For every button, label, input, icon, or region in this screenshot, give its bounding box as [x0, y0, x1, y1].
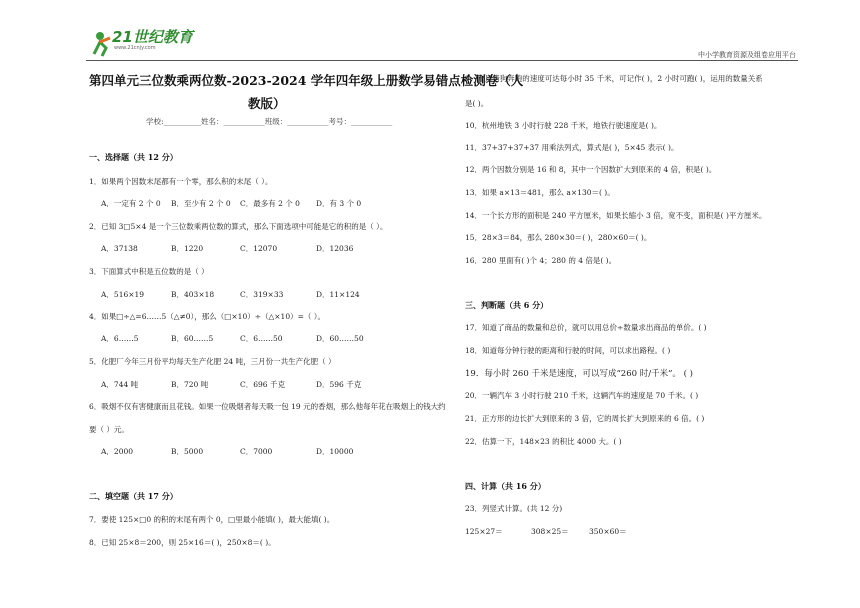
question-15: 15．28×3＝84，那么 280×30＝( )，280×60＝( )。 — [465, 233, 652, 242]
header-right-text: 中小学教育资源及组卷应用平台 — [698, 51, 796, 59]
q2-option-d: D．12036 — [316, 244, 354, 253]
q2-option-a: A．37138 — [101, 244, 138, 253]
logo-url: www.21cnjy.com — [114, 45, 156, 51]
question-2: 2．已知 3□5×4 是一个三位数乘两位数的算式，那么下面选项中可能是它的积的是（ ）。 — [89, 222, 388, 231]
question-20: 20．一辆汽车 3 小时行驶 210 千米，这辆汽车的速度是 70 千米。( ) — [465, 391, 699, 400]
question-11: 11．37+37+37+37 用乘法列式，算式是( )，5×45 表示( )。 — [465, 143, 679, 152]
q4-option-a: A．6……5 — [101, 334, 139, 343]
page-title-line2: 教版） — [248, 96, 286, 111]
question-16: 16．280 里面有( )个 4；280 的 4 倍是( )。 — [465, 256, 617, 265]
question-13: 13．如果 a×13＝481，那么 a×130＝( )。 — [465, 188, 615, 197]
section-1-heading: 一、选择题（共 12 分） — [89, 152, 178, 162]
question-22: 22．估算一下，148×23 的积比 4000 大。( ) — [465, 437, 622, 446]
q1-option-c: C．最多有 2 个 0 — [240, 199, 300, 208]
q5-option-d: D．596 千克 — [316, 380, 362, 389]
q3-option-d: D．11×124 — [316, 290, 360, 299]
q1-option-b: B．至少有 2 个 0 — [171, 199, 231, 208]
question-18: 18．知道每分钟行驶的距离和行驶的时间，可以求出路程。( ) — [465, 346, 671, 355]
section-3-heading: 三、判断题（共 6 分） — [465, 300, 549, 310]
logo-text: 21世纪教育 — [112, 28, 193, 46]
page-title-line1: 第四单元三位数乘两位数-2023-2024 学年四年级上册数学易错点检测卷（人 — [89, 73, 524, 88]
q6-option-a: A．2000 — [101, 447, 134, 456]
section-2-heading: 二、填空题（共 17 分） — [89, 491, 178, 501]
question-19: 19．每小时 260 千米是速度，可以写成“260 时/千米”。 ( ) — [465, 369, 693, 379]
question-10: 10．杭州地铁 3 小时行驶 228 千米，地铁行驶速度是( )。 — [465, 121, 662, 130]
calc-item-1: 125×27＝ — [465, 527, 503, 536]
question-23: 23．列竖式计算。(共 12 分) — [465, 504, 563, 513]
q5-option-b: B．720 吨 — [171, 380, 209, 389]
question-3: 3．下面算式中积是五位数的是（ ） — [89, 267, 209, 276]
q2-option-b: B．1220 — [171, 244, 204, 253]
calc-item-3: 350×60＝ — [589, 527, 627, 536]
question-5: 5．化肥厂今年三月份平均每天生产化肥 24 吨，三月份一共生产化肥（ ） — [89, 357, 336, 366]
q5-option-a: A．744 吨 — [101, 380, 139, 389]
section-4-heading: 四、计算（共 16 分） — [465, 481, 546, 491]
q2-option-c: C．12070 — [240, 244, 278, 253]
q3-option-b: B．403×18 — [171, 290, 215, 299]
question-14: 14．一个长方形的面积是 240 平方厘米，如果长缩小 3 倍，宽不变，面积是( )平方厘米。 — [465, 211, 767, 220]
question-4: 4．如果□÷△=6……5（△≠0），那么（□×10）÷（△×10）=（ ）。 — [89, 312, 326, 321]
question-17: 17．知道了商品的数量和总价，就可以用总价÷数量求出商品的单价。( ) — [465, 323, 707, 332]
q4-option-d: D．60……50 — [316, 334, 364, 343]
student-info: 学校:__________姓名：___________班级：___________考号：___________ — [146, 117, 393, 126]
q3-option-c: C．319×33 — [240, 290, 284, 299]
q6-option-d: D．10000 — [316, 447, 354, 456]
q1-option-d: D．有 3 个 0 — [316, 199, 362, 208]
question-9-line2: 是( )。 — [465, 99, 489, 108]
q1-option-a: A．一定有 2 个 0 — [101, 199, 161, 208]
q6-option-c: C．7000 — [240, 447, 273, 456]
q3-option-a: A．516×19 — [101, 290, 145, 299]
question-7: 7．要使 125×□0 的积的末尾有两个 0，□里最小能填( )，最大能填( )。 — [89, 515, 335, 524]
question-6-line2: 要（ ）元。 — [89, 425, 129, 434]
q4-option-c: C．6……50 — [240, 334, 283, 343]
question-8: 8．已知 25×8＝200，则 25×16＝( )，250×8＝( )。 — [89, 538, 276, 547]
q6-option-b: B．5000 — [171, 447, 204, 456]
header-divider — [86, 60, 798, 61]
question-9-line1: 9．一只猎狗奔跑的速度可达每小时 35 千米，可记作( )，2 小时可跑( )，运用的数量关系 — [465, 74, 763, 83]
question-1: 1．如果两个因数末尾都有一个零，那么积的末尾（ ）。 — [89, 177, 273, 186]
q4-option-b: B．60……5 — [171, 334, 214, 343]
q5-option-c: C．696 千克 — [240, 380, 285, 389]
calc-item-2: 308×25＝ — [531, 527, 569, 536]
question-6-line1: 6．吸烟不仅有害健康而且花钱。如果一位吸烟者每天吸一包 19 元的香烟，那么他每年花在吸烟上的钱大约 — [89, 402, 446, 411]
question-12: 12．两个因数分别是 16 和 8，其中一个因数扩大到原来的 4 倍，积是( )。 — [465, 165, 717, 174]
question-21: 21．正方形的边长扩大到原来的 3 倍，它的周长扩大到原来的 6 倍。( ) — [465, 414, 705, 423]
